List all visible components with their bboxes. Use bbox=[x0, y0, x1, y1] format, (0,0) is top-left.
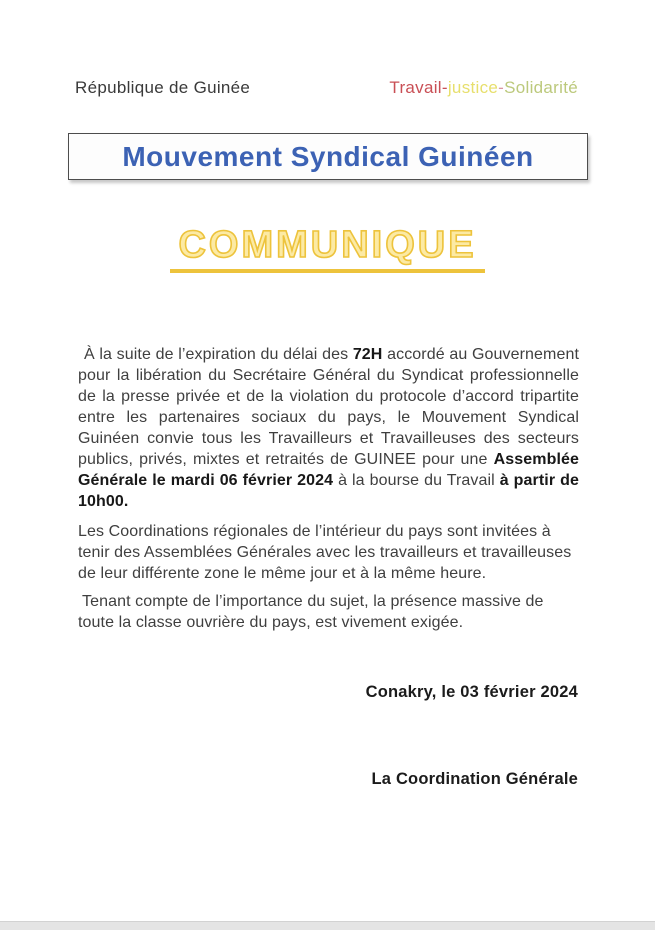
heading-wrap bbox=[0, 224, 655, 273]
text-segment: 72H bbox=[352, 346, 383, 363]
dateline: Conakry, le 03 février 2024 bbox=[365, 683, 578, 701]
motto-justice: justice bbox=[447, 78, 499, 97]
motto-dash: - bbox=[498, 78, 505, 97]
country-name: République de Guinée bbox=[75, 78, 251, 97]
text-segment: à la bourse du Travail bbox=[333, 472, 500, 489]
paragraph-regional-coordinations bbox=[78, 521, 579, 584]
text-segment: À la suite de l’expiration du délai des bbox=[84, 346, 353, 363]
scanned-page-edge bbox=[0, 921, 655, 930]
communique-heading: COMMUNIQUE bbox=[170, 224, 484, 273]
text-segment: Tenant compte de l’importance du sujet, la présence massive de toute la classe ouvrière du pays, est vivement exigée. bbox=[78, 593, 544, 631]
motto-dash: - bbox=[441, 78, 448, 97]
organization-title: Mouvement Syndical Guinéen bbox=[122, 140, 534, 172]
text-segment: Les Coordinations régionales de l’intérieur du pays sont invitées à tenir des Assemblées Générales avec les travailleurs et travailleuses de leur différente zone le même jour et à la même heure. bbox=[78, 523, 572, 582]
national-motto bbox=[389, 78, 578, 98]
paragraph-importance bbox=[78, 591, 579, 633]
signature-block: La Coordination Générale bbox=[371, 770, 578, 788]
paragraph-announcement bbox=[78, 344, 579, 512]
letterhead bbox=[75, 78, 578, 98]
title-banner bbox=[68, 133, 588, 180]
text-segment: à partir de 10h00. bbox=[78, 472, 579, 510]
text-segment: accordé au Gouvernement pour la libération du Secrétaire Général du Syndicat professionnelle de la presse privée et de la violation du protocole d’accord tripartite entre les partenaires sociaux du pays, le Mouvement Syndical Guinéen convie tous les Travailleurs et Travailleuses des secteurs publics, privés, mixtes et retraités de GUINEE pour une bbox=[78, 346, 579, 468]
motto-travail: Travail bbox=[389, 78, 442, 97]
motto-solidarite: Solidarité bbox=[504, 78, 578, 97]
text-segment: Assemblée Générale le mardi 06 février 2024 bbox=[78, 451, 579, 489]
